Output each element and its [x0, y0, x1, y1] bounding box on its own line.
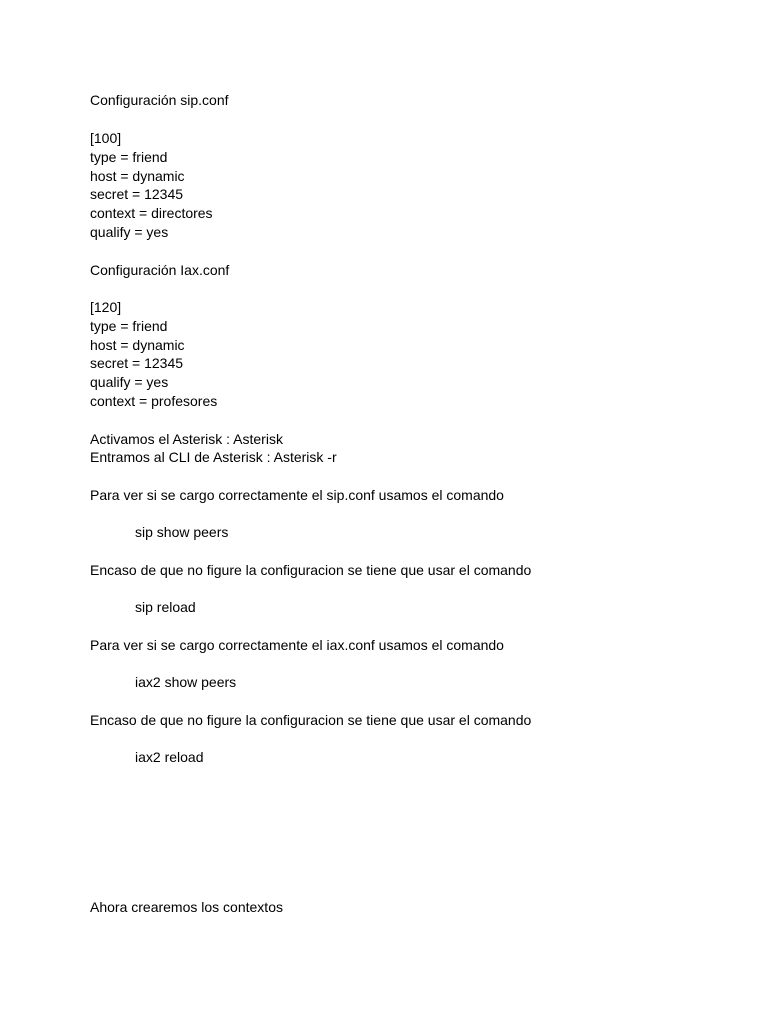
enter-cli-line: Entramos al CLI de Asterisk : Asterisk -r [90, 449, 337, 465]
iax-context-line: context = profesores [90, 393, 218, 409]
iax-type-line: type = friend [90, 318, 168, 334]
sip-reload-command: sip reload [135, 599, 196, 615]
sip-conf-heading: Configuración sip.conf [90, 92, 229, 108]
sip-check-paragraph: Para ver si se cargo correctamente el sip.conf usamos el comando [90, 487, 504, 503]
sip-secret-line: secret = 12345 [90, 186, 184, 202]
iax-qualify-line: qualify = yes [90, 374, 169, 390]
sip-show-peers-command: sip show peers [135, 524, 229, 540]
sip-section-label: [100] [90, 130, 122, 146]
iax-host-line: host = dynamic [90, 337, 185, 353]
sip-fallback-paragraph: Encaso de que no figure la configuracion se tiene que usar el comando [90, 562, 532, 578]
sip-context-line: context = directores [90, 205, 213, 221]
iax-check-paragraph: Para ver si se cargo correctamente el iax.conf usamos el comando [90, 637, 504, 653]
iax-conf-heading: Configuración Iax.conf [90, 262, 230, 278]
iax-reload-command: iax2 reload [135, 749, 204, 765]
contexts-line: Ahora crearemos los contextos [90, 899, 283, 915]
sip-host-line: host = dynamic [90, 168, 185, 184]
iax-show-peers-command: iax2 show peers [135, 674, 237, 690]
sip-qualify-line: qualify = yes [90, 224, 169, 240]
sip-type-line: type = friend [90, 149, 168, 165]
iax-fallback-paragraph: Encaso de que no figure la configuracion se tiene que usar el comando [90, 712, 532, 728]
iax-section-label: [120] [90, 299, 122, 315]
activate-asterisk-line: Activamos el Asterisk : Asterisk [90, 431, 283, 447]
iax-secret-line: secret = 12345 [90, 355, 184, 371]
